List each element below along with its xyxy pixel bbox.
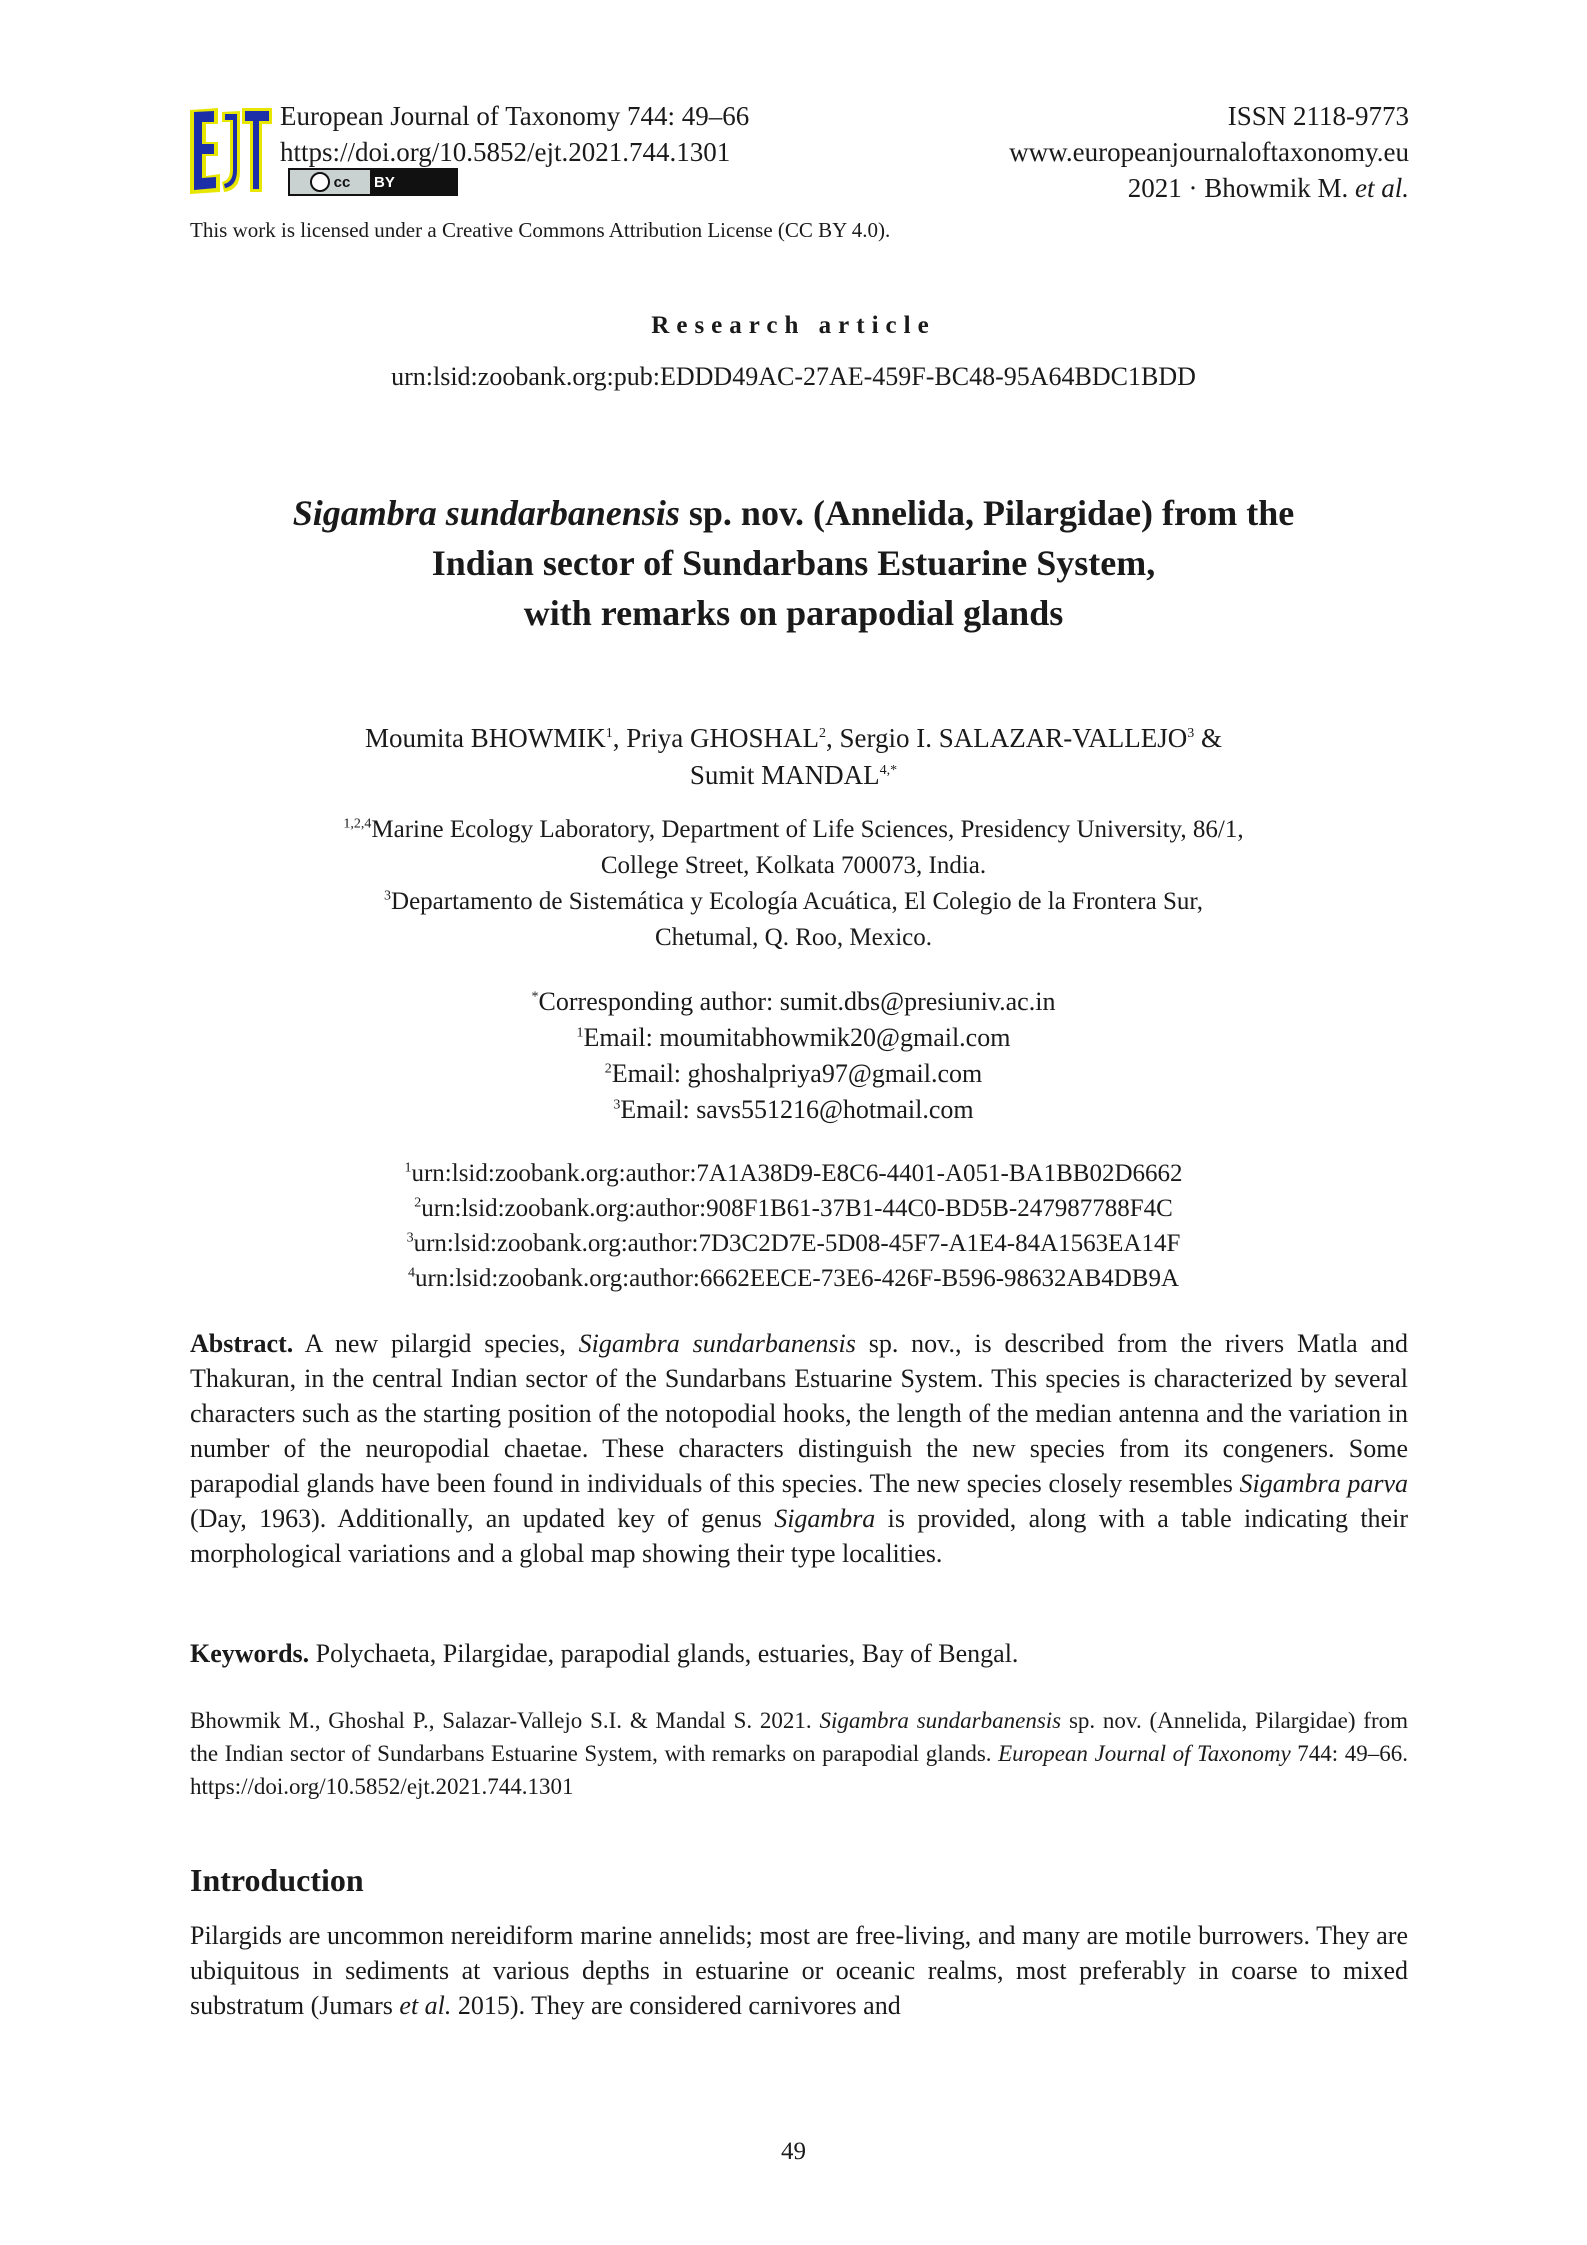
keywords-label: Keywords. — [190, 1639, 310, 1668]
author-id-3-text: urn:lsid:zoobank.org:author:7D3C2D7E-5D08-45F7-A1E4-84A1563EA14F — [413, 1230, 1181, 1257]
citation-text-2: sp. nov. (Annelida, Pilargidae) from the Indian sector of Sundarbans Estuarine System, with remarks on parapodial glands. — [190, 1708, 1409, 1766]
citation-text-3: 744: 49–66. https://doi.org/10.5852/ejt.2021.744.1301 — [190, 1741, 1408, 1799]
author-id-1 — [0, 1156, 1587, 1191]
ejt-logo-icon — [188, 102, 272, 198]
abstract-species-2: Sigambra parva — [1239, 1469, 1408, 1498]
intro-text-2: 2015). They are considered carnivores and — [451, 1991, 901, 2020]
email-1-sup: 1 — [576, 1025, 584, 1041]
affiliation-1-text: Marine Ecology Laboratory, Department of Life Sciences, Presidency University, 86/1, — [371, 816, 1244, 843]
abstract-text-2: sp. nov., is described from the rivers Matla and Thakuran, in the central Indian sector of the Sundarbans Estuarine System. This species is characterized by several characters such as the starting position of the notopodial hooks, the length of the median antenna and the variation in number of the neuropodial chaetae. These characters distinguish the new species from its congeners. Some parapodial glands have been found in individuals of this species. The new species closely resembles — [190, 1329, 1409, 1498]
affiliation-2-line-1 — [0, 884, 1587, 920]
author-id-1-text: urn:lsid:zoobank.org:author:7A1A38D9-E8C6-4401-A051-BA1BB02D6662 — [411, 1160, 1183, 1187]
title-line-1 — [0, 488, 1587, 538]
author-id-2-text: urn:lsid:zoobank.org:author:908F1B61-37B1-44C0-BD5B-247987788F4C — [421, 1195, 1173, 1222]
running-author — [1009, 170, 1409, 206]
abstract-text-3: (Day, 1963). Additionally, an updated key of genus — [190, 1504, 775, 1533]
author-id-4 — [0, 1261, 1587, 1296]
journal-issue-line: European Journal of Taxonomy 744: 49–66 — [280, 101, 750, 131]
citation-species: Sigambra sundarbanensis — [819, 1708, 1062, 1733]
email-2-text[interactable]: Email: ghoshalpriya97@gmail.com — [611, 1059, 983, 1088]
keywords — [190, 1636, 1408, 1671]
abstract-text-4: is provided, along with a table indicating their morphological variations and a global map showing their type localities. — [190, 1504, 1408, 1568]
year-author: 2021 · Bhowmik M. — [1127, 173, 1355, 203]
affiliation-2-line-2: Chetumal, Q. Roo, Mexico. — [654, 924, 933, 951]
author-2-sup: 2 — [818, 726, 826, 741]
affiliation-2-sup: 3 — [384, 888, 392, 904]
cc-label: cc — [333, 173, 351, 191]
cc-icon — [310, 172, 330, 192]
title-line-2: Indian sector of Sundarbans Estuarine System, — [431, 543, 1156, 583]
citation-journal: European Journal of Taxonomy — [998, 1741, 1291, 1766]
abstract-genus: Sigambra — [774, 1504, 876, 1533]
introduction-paragraph — [190, 1918, 1408, 2023]
author-3-tail: & — [1194, 723, 1222, 753]
abstract-species-1: Sigambra sundarbanensis — [578, 1329, 856, 1358]
author-line-1 — [0, 720, 1587, 757]
intro-text-1: Pilargids are uncommon nereidiform marine annelids; most are free-living, and many are motile burrowers. They are ubiquitous in sediments at various depths in estuarine or oceanic realms, most preferably in coarse to mixed substratum (Jumars — [190, 1921, 1408, 2020]
affiliations — [0, 812, 1587, 956]
publication-urn: urn:lsid:zoobank.org:pub:EDDD49AC-27AE-459F-BC48-95A64BDC1BDD — [391, 362, 1196, 391]
author-4: Sumit MANDAL — [689, 760, 880, 790]
author-2: , Priya GHOSHAL — [612, 723, 819, 753]
author-1-sup: 1 — [605, 726, 613, 741]
author-id-2 — [0, 1191, 1587, 1226]
author-list — [0, 720, 1587, 794]
author-zoobank-ids — [0, 1156, 1587, 1296]
author-1: Moumita BHOWMIK — [365, 723, 606, 753]
license-statement: This work is licensed under a Creative Commons Attribution License (CC BY 4.0). — [190, 218, 891, 242]
author-id-4-text: urn:lsid:zoobank.org:author:6662EECE-73E6-426F-B596-98632AB4DB9A — [414, 1265, 1180, 1292]
affiliation-2-text: Departamento de Sistemática y Ecología Acuática, El Colegio de la Frontera Sur, — [391, 888, 1203, 915]
abstract-text-1: A new pilargid species, — [293, 1329, 579, 1358]
page-number: 49 — [781, 2138, 806, 2165]
intro-etal: et al. — [399, 1991, 452, 2020]
author-id-3-sup: 3 — [406, 1230, 414, 1246]
author-3: , Sergio I. SALAZAR-VALLEJO — [825, 723, 1188, 753]
et-al: et al. — [1355, 173, 1409, 203]
author-id-3 — [0, 1226, 1587, 1261]
introduction-heading: Introduction — [190, 1862, 364, 1898]
abstract — [190, 1326, 1408, 1571]
author-id-2-sup: 2 — [414, 1195, 422, 1211]
corr-email[interactable]: Corresponding author: sumit.dbs@presiuniv.ac.in — [538, 987, 1056, 1016]
article-type: Research article — [651, 312, 936, 339]
affiliation-1-line-1 — [0, 812, 1587, 848]
affiliation-1-sup: 1,2,4 — [343, 816, 372, 832]
journal-website-link[interactable]: www.europeanjournaloftaxonomy.eu — [1009, 137, 1409, 167]
email-2-sup: 2 — [604, 1061, 612, 1077]
cc-by-badge[interactable] — [288, 168, 458, 196]
by-label: BY — [374, 173, 395, 191]
contact-emails — [0, 984, 1587, 1128]
affiliation-1-line-2: College Street, Kolkata 700073, India. — [600, 852, 987, 879]
email-1-text[interactable]: Email: moumitabhowmik20@gmail.com — [583, 1023, 1011, 1052]
issn: ISSN 2118-9773 — [1227, 101, 1409, 131]
header-left — [280, 98, 749, 170]
title-line-1-rest: sp. nov. (Annelida, Pilargidae) from the — [679, 493, 1295, 533]
author-line-2 — [0, 757, 1587, 794]
title-line-3: with remarks on parapodial glands — [523, 593, 1064, 633]
title-species: Sigambra sundarbanensis — [292, 493, 680, 533]
author-4-sup: 4,* — [879, 763, 898, 778]
author-3-sup: 3 — [1187, 726, 1195, 741]
email-3 — [0, 1092, 1587, 1128]
citation — [190, 1704, 1408, 1803]
article-title — [0, 488, 1587, 638]
author-id-1-sup: 1 — [404, 1160, 412, 1176]
corr-sup: * — [531, 989, 539, 1005]
citation-text-1: Bhowmik M., Ghoshal P., Salazar-Vallejo S.I. & Mandal S. 2021. — [190, 1708, 820, 1733]
email-3-text[interactable]: Email: savs551216@hotmail.com — [620, 1095, 974, 1124]
journal-logo — [188, 102, 272, 198]
corresponding-author — [0, 984, 1587, 1020]
cc-badge-left — [290, 170, 370, 194]
doi-link[interactable]: https://doi.org/10.5852/ejt.2021.744.1301 — [280, 137, 731, 167]
abstract-label: Abstract. — [190, 1329, 294, 1358]
author-id-4-sup: 4 — [407, 1265, 415, 1281]
email-3-sup: 3 — [613, 1097, 621, 1113]
email-1 — [0, 1020, 1587, 1056]
keywords-text: Polychaeta, Pilargidae, parapodial glands, estuaries, Bay of Bengal. — [309, 1639, 1019, 1668]
header-right — [1009, 98, 1409, 206]
email-2 — [0, 1056, 1587, 1092]
